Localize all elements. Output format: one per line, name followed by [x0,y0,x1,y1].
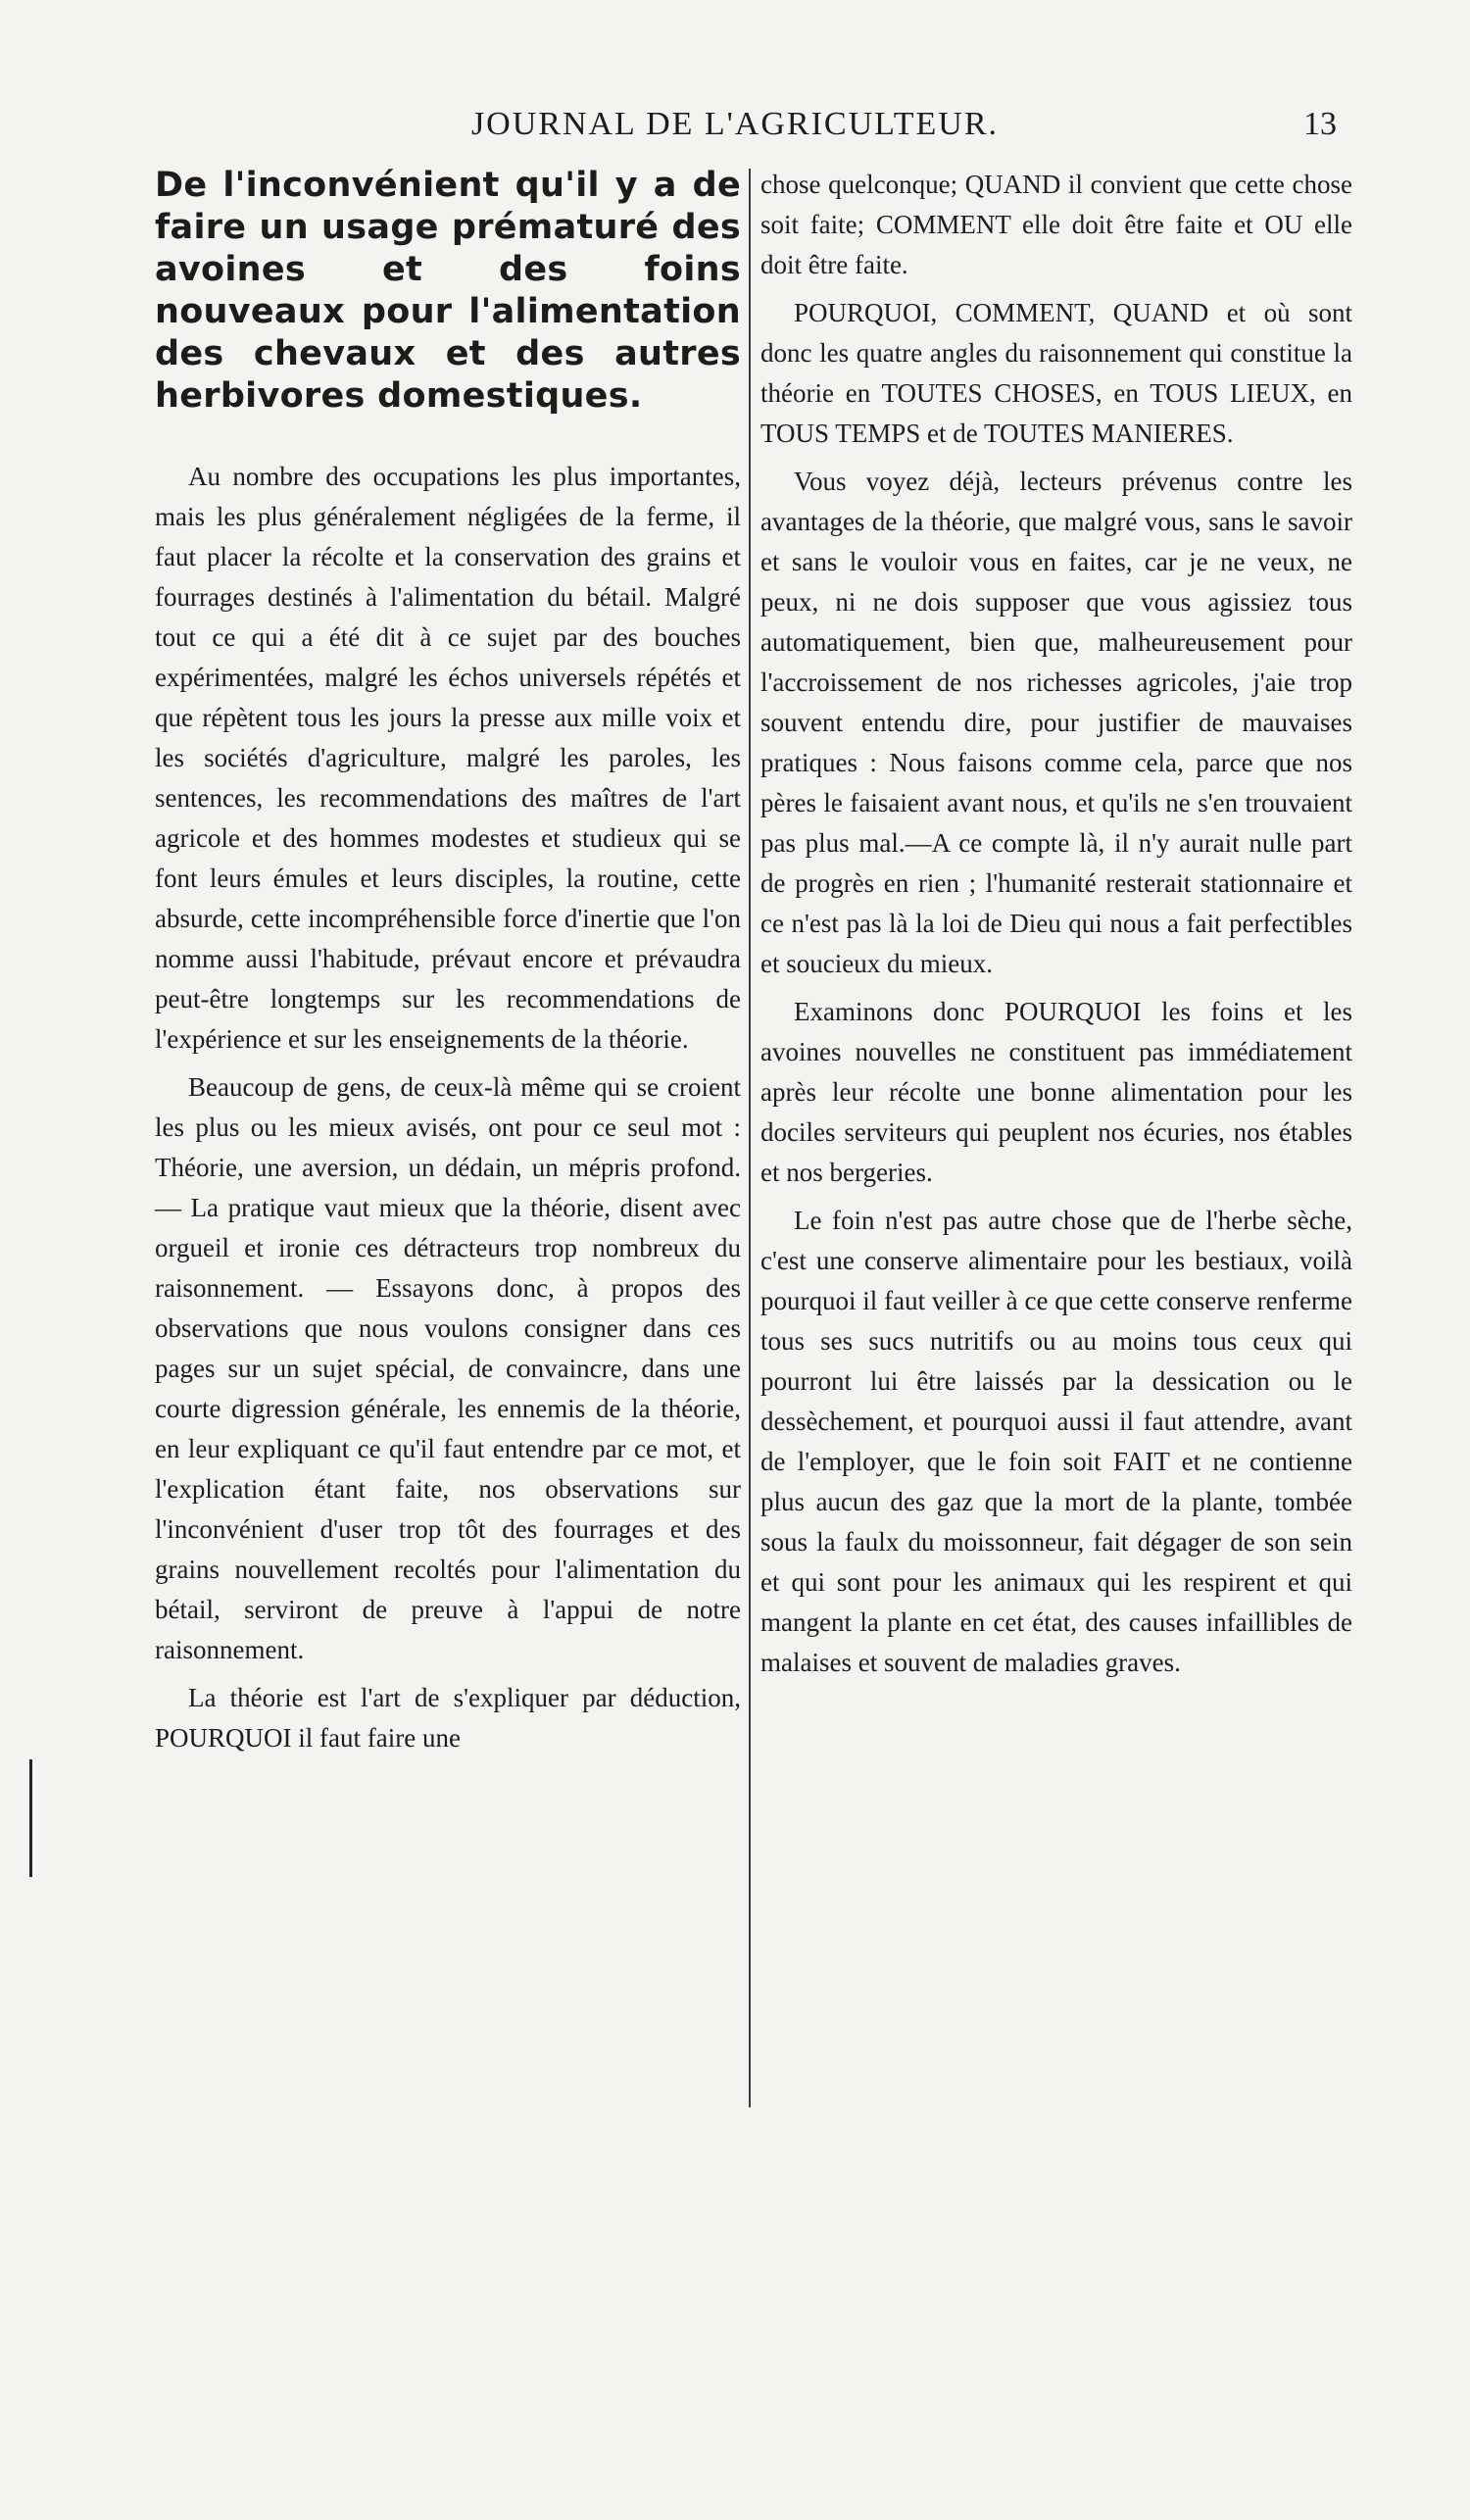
paragraph: POURQUOI, COMMENT, QUAND et où sont donc les quatre angles du raisonnement qui constitue la théorie en TOUTES CHOSES, en TOUS LIEUX, en TOUS TEMPS et de TOUTES MANIERES. [760,298,1352,448]
running-header: JOURNAL DE L'AGRICULTEUR. [470,106,1000,142]
paragraph: Beaucoup de gens, de ceux-là même qui se croient les plus ou les mieux avisés, ont pour ce seul mot : Théorie, une aversion, un dédain, un mépris profond. — La pratique vaut mieux que la théorie, disent avec orgueil et ironie ces détracteurs trop nombreux du raisonnement. — Essayons donc, à propos des observations que nous voulons consigner dans ces pages sur un sujet spécial, de convaincre, dans une courte digression générale, les ennemis de la théorie, en leur expliquant ce qu'il faut entendre par ce mot, et l'explication étant faite, nos observations sur l'inconvénient d'user trop tôt des fourrages et des grains nouvellement recoltés pour l'alimentation du bétail, serviront de preuve à l'appui de notre raisonnement. [155,1072,741,1664]
margin-mark [29,1759,32,1877]
article-title: De l'inconvénient qu'il y a de faire un usage prématuré des avoines et des foins nouveaux pour l'alimentation des chevaux et des autres herbivores domestiques. [155,166,741,416]
paragraph: Le foin n'est pas autre chose que de l'herbe sèche, c'est une conserve alimentaire pour les bestiaux, voilà pourquoi il faut veiller à ce que cette conserve renferme tous ses sucs nutritifs ou au moins tous ceux qui pourront lui être laissés par la dessication ou le dessèchement, et pourquoi aussi il faut attendre, avant de l'employer, que le foin soit FAIT et ne contienne plus aucun des gaz que la mort de la plante, tombée sous la faulx du moissonneur, fait dégager de son sein et qui sont pour les animaux qui les respirent et qui mangent la plante en cet état, des causes infaillibles de malaises et souvent de maladies graves. [760,1206,1352,1677]
paragraph: Vous voyez déjà, lecteurs prévenus contre les avantages de la théorie, que malgré vous, sans le savoir et sans le vouloir vous en faites, car je ne veux, ne peux, ni ne dois supposer que vous agissiez tous automatiquement, bien que, malheureusement pour l'accroissement de nos richesses agricoles, j'aie trop souvent entendu dire, pour justifier de mauvaises pratiques : Nous faisons comme cela, parce que nos pères le faisaient avant nous, et qu'ils ne s'en trouvaient pas plus mal.—A ce compte là, il n'y aurait nulle part de progrès en rien ; l'humanité resterait stationnaire et ce n'est pas là la loi de Dieu qui nous a fait perfectibles et soucieux du mieux. [760,467,1352,978]
page-number: 13 [1303,106,1337,142]
paragraph: Au nombre des occupations les plus importantes, mais les plus généralement négligées de la ferme, il faut placer la récolte et la conservation des grains et fourrages destinés à l'alimentation du bétail. Malgré tout ce qui a été dit à ce sujet par des bouches expérimentées, malgré les échos universels répétés et que répètent tous les jours la presse aux mille voix et les sociétés d'agriculture, malgré les paroles, les sentences, les recommendations des maîtres de l'art agricole et des hommes modestes et studieux qui se font leurs émules et leurs disciples, la routine, cette absurde, cette incompréhensible force d'inertie que l'on nomme aussi l'habitude, prévaut encore et prévaudra peut-être longtemps sur les recommendations de l'expérience et sur les enseignements de la théorie. [155,462,741,1054]
column-divider [749,169,751,2107]
paragraph: La théorie est l'art de s'expliquer par déduction, POURQUOI il faut faire une [155,1683,741,1753]
right-column [760,165,1352,1683]
left-column [155,165,741,1758]
paragraph: Examinons donc POURQUOI les foins et les avoines nouvelles ne constituent pas immédiatement après leur récolte une bonne alimentation pour les dociles serviteurs qui peuplent nos écuries, nos étables et nos bergeries. [760,997,1352,1187]
paragraph: chose quelconque; QUAND il convient que cette chose soit faite; COMMENT elle doit être faite et OU elle doit être faite. [760,170,1352,279]
